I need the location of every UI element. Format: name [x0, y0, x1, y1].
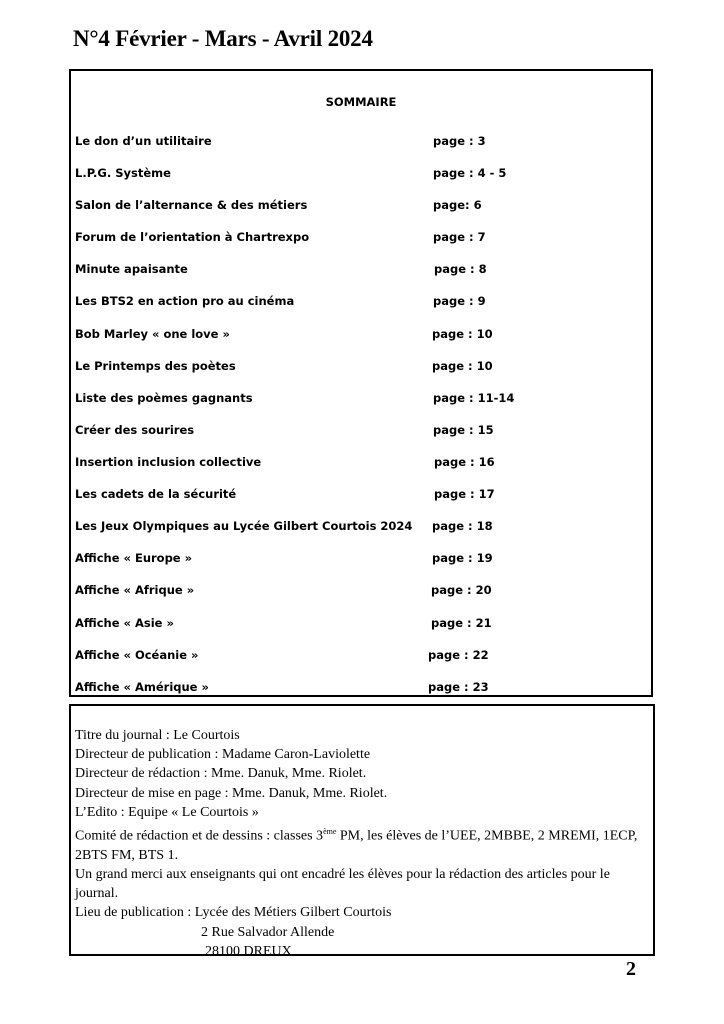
toc-item-page: page : 4 - 5 — [433, 166, 507, 180]
toc-item-page: page : 22 — [428, 648, 489, 662]
toc-item — [71, 551, 651, 569]
toc-item — [71, 616, 651, 634]
toc-item — [71, 455, 651, 473]
toc-item — [71, 680, 651, 698]
table-of-contents — [69, 69, 653, 697]
toc-item-page: page : 3 — [433, 134, 486, 148]
toc-item-title: Les BTS2 en action pro au cinéma — [75, 294, 295, 308]
editorial-director: Directeur de rédaction : Mme. Danuk, Mme. Riolet. — [75, 766, 367, 782]
toc-item-title: Forum de l’orientation à Chartrexpo — [75, 230, 310, 244]
toc-item — [71, 166, 651, 184]
toc-heading: SOMMAIRE — [325, 95, 397, 109]
toc-item-page: page : 17 — [434, 487, 495, 501]
toc-item-title: Bob Marley « one love » — [75, 327, 230, 341]
toc-item — [71, 262, 651, 280]
toc-item-page: page : 20 — [431, 583, 492, 597]
page-number: 2 — [626, 958, 636, 980]
toc-item-page: page : 19 — [432, 551, 493, 565]
toc-item-title: Minute apaisante — [75, 262, 188, 276]
publication-place: Lieu de publication : Lycée des Métiers Gilbert Courtois — [75, 905, 392, 921]
toc-item-title: L.P.G. Système — [75, 166, 171, 180]
toc-item-title: Liste des poèmes gagnants — [75, 391, 253, 405]
toc-item-page: page : 8 — [434, 262, 487, 276]
toc-item-page: page : 10 — [432, 359, 493, 373]
toc-item — [71, 134, 651, 152]
toc-item-title: Le Printemps des poètes — [75, 359, 236, 373]
committee-prefix: Comité de rédaction et de dessins : classes 3 — [75, 828, 324, 844]
toc-item — [71, 327, 651, 345]
toc-item — [71, 487, 651, 505]
toc-item-title: Créer des sourires — [75, 423, 195, 437]
toc-item — [71, 391, 651, 409]
toc-item-page: page : 23 — [428, 680, 489, 694]
toc-item-title: Affiche « Asie » — [75, 616, 174, 630]
toc-item-page: page : 16 — [434, 455, 495, 469]
toc-item-title: Les cadets de la sécurité — [75, 487, 237, 501]
edito-credit: L’Edito : Equipe « Le Courtois » — [75, 804, 259, 820]
toc-item-title: Salon de l’alternance & des métiers — [75, 198, 308, 212]
toc-item — [71, 423, 651, 441]
committee-suffix: PM, les élèves de l’UEE, 2MBBE, 2 MREMI, 1ECP, 2BTS FM, BTS 1. — [75, 828, 638, 863]
issue-title: N°4 Février - Mars - Avril 2024 — [73, 26, 373, 51]
toc-item-page: page : 15 — [433, 423, 494, 437]
toc-item-title: Le don d’un utilitaire — [75, 134, 212, 148]
thanks-note: Un grand merci aux enseignants qui ont encadré les élèves pour la rédaction des articles pour le journal. — [75, 867, 610, 902]
toc-item — [71, 294, 651, 312]
credits-box — [69, 704, 655, 959]
committee-superscript: ème — [323, 827, 337, 837]
toc-item-title: Affiche « Afrique » — [75, 583, 195, 597]
toc-item-title: Les Jeux Olympiques au Lycée Gilbert Courtois 2024 — [75, 519, 413, 533]
address-street: 2 Rue Salvador Allende — [201, 924, 335, 940]
toc-item — [71, 230, 651, 248]
toc-item-title: Affiche « Océanie » — [75, 648, 199, 662]
toc-item — [71, 359, 651, 377]
toc-item-page: page : 21 — [431, 616, 492, 630]
publication-director: Directeur de publication : Madame Caron-Laviolette — [75, 747, 371, 763]
address-city: 28100 DREUX — [205, 943, 292, 959]
toc-item — [71, 648, 651, 666]
toc-item-page: page : 9 — [433, 294, 486, 308]
toc-item — [71, 519, 651, 537]
toc-item — [71, 583, 651, 601]
toc-item-page: page : 18 — [432, 519, 493, 533]
toc-item-title: Affiche « Amérique » — [75, 680, 209, 694]
toc-item-page: page: 6 — [433, 198, 482, 212]
layout-director: Directeur de mise en page : Mme. Danuk, Mme. Riolet. — [75, 785, 388, 801]
toc-item-title: Insertion inclusion collective — [75, 455, 262, 469]
toc-item-page: page : 7 — [433, 230, 486, 244]
committee-credit — [75, 822, 647, 865]
journal-title: Titre du journal : Le Courtois — [75, 728, 240, 743]
toc-item-page: page : 10 — [432, 327, 493, 341]
toc-item-page: page : 11-14 — [433, 391, 515, 405]
toc-item-title: Affiche « Europe » — [75, 551, 193, 565]
toc-item — [71, 198, 651, 216]
